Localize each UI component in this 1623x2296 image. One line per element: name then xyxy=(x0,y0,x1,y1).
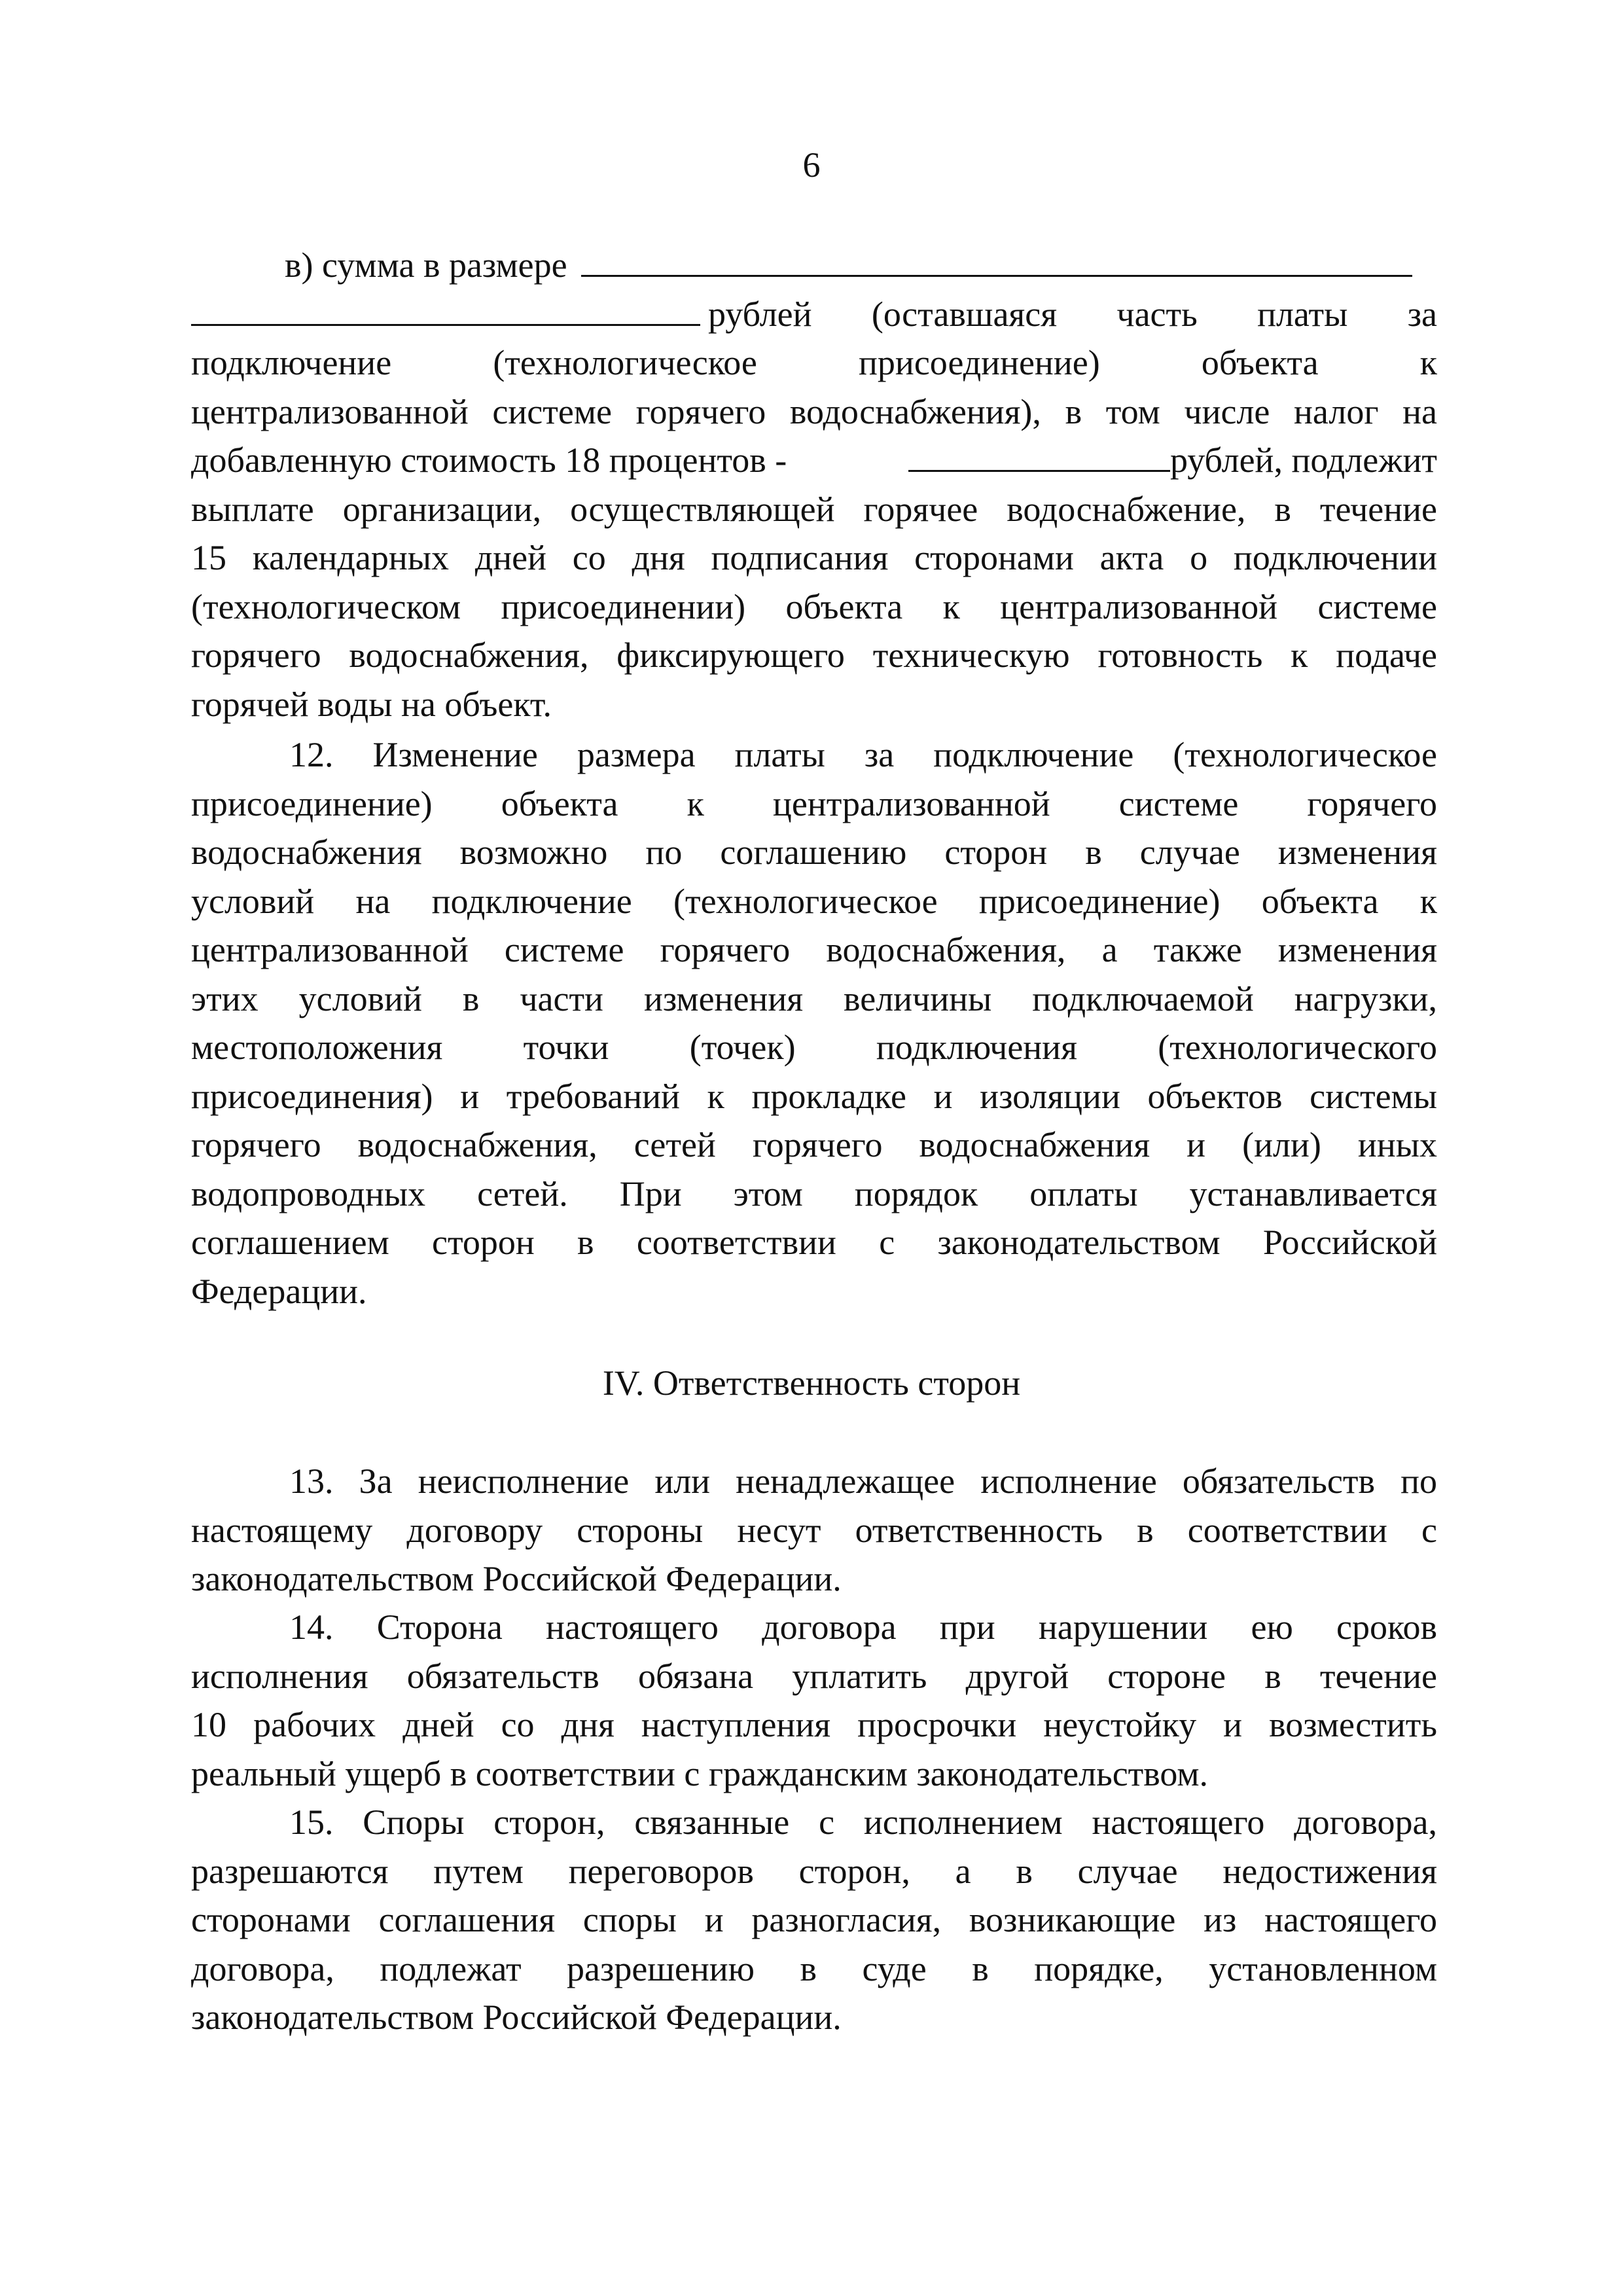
clause-12-line: этих условий в части изменения величины подключаемой нагрузки, xyxy=(191,978,1437,1018)
clause-11v xyxy=(191,241,1437,728)
clause-12-line: присоединение) объекта к централизованной системе горячего xyxy=(191,783,1437,823)
clause-11v-line-3: подключение (технологическое присоединение) объекта к xyxy=(191,343,1437,382)
clause-14-line: 10 рабочих дней со дня наступления просрочки неустойку и возместить xyxy=(191,1705,1437,1744)
clause-14-line: исполнения обязательств обязана уплатить другой стороне в течение xyxy=(191,1656,1437,1696)
clause-12-line: водопроводных сетей. При этом порядок оплаты устанавливается xyxy=(191,1174,1437,1213)
vat-amount-blank xyxy=(908,439,1170,472)
clause-15-line: сторонами соглашения споры и разногласия, возникающие из настоящего xyxy=(191,1900,1437,1939)
clause-11v-line-9: горячего водоснабжения, фиксирующего техническую готовность к подаче xyxy=(191,636,1437,675)
clause-14-line: 14. Сторона настоящего договора при нарушении ею сроков xyxy=(289,1607,1437,1647)
section-heading: IV. Ответственность сторон xyxy=(602,1363,1021,1403)
clause-14 xyxy=(191,1603,1437,1798)
clause-15-line: разрешаются путем переговоров сторон, а в случае недостижения xyxy=(191,1851,1437,1891)
clause-11v-line-10: горячей воды на объект. xyxy=(191,684,552,724)
clause-11v-line-1: в) сумма в размере xyxy=(191,241,1437,290)
clause-15-line: договора, подлежат разрешению в суде в порядке, установленном xyxy=(191,1948,1437,1988)
clause-13-line: настоящему договору стороны несут ответственность в соответствии с xyxy=(191,1510,1437,1550)
clause-12-line: условий на подключение (технологическое присоединение) объекта к xyxy=(191,881,1437,921)
clause-11v-line-5: добавленную стоимость 18 процентов - рублей, подлежит xyxy=(191,436,1437,485)
clause-15-line: законодательством Российской Федерации. xyxy=(191,1998,842,2037)
clause-13-line: 13. За неисполнение или ненадлежащее исполнение обязательств по xyxy=(289,1462,1437,1501)
clause-12-line: соглашением сторон в соответствии с законодательством Российской xyxy=(191,1223,1437,1262)
clause-11v-line-7: 15 календарных дней со дня подписания сторонами акта о подключении xyxy=(191,538,1437,577)
clause-12-line: централизованной системе горячего водоснабжения, а также изменения xyxy=(191,930,1437,969)
clause-13 xyxy=(191,1457,1437,1604)
clause-12-line: водоснабжения возможно по соглашению сторон в случае изменения xyxy=(191,833,1437,872)
clause-12-line: горячего водоснабжения, сетей горячего водоснабжения и (или) иных xyxy=(191,1125,1437,1164)
page-number: 6 xyxy=(802,145,821,185)
clause-12-line: 12. Изменение размера платы за подключение (технологическое xyxy=(289,735,1437,774)
amount-blank xyxy=(581,243,1412,277)
amount-blank-continued xyxy=(191,293,700,326)
clause-11v-line-4: централизованной системе горячего водоснабжения), в том числе налог на xyxy=(191,391,1437,431)
clause-14-line: реальный ущерб в соответствии с гражданским законодательством. xyxy=(191,1753,1209,1793)
clause-12-line: присоединения) и требований к прокладке и изоляции объектов системы xyxy=(191,1076,1437,1116)
clause-11v-line-8: (технологическом присоединении) объекта к централизованной системе xyxy=(191,586,1437,626)
clause-12-line: местоположения точки (точек) подключения (технологического xyxy=(191,1028,1437,1067)
clause-12-line: Федерации. xyxy=(191,1271,367,1311)
clause-11v-line-6: выплате организации, осуществляющей горячее водоснабжение, в течение xyxy=(191,489,1437,529)
clause-11v-line-2: рублей (оставшаяся часть платы за xyxy=(191,290,1437,339)
clause-12 xyxy=(191,730,1437,1316)
clause-15-line: 15. Споры сторон, связанные с исполнением настоящего договора, xyxy=(289,1803,1437,1842)
clause-13-line: законодательством Российской Федерации. xyxy=(191,1559,842,1598)
clause-15 xyxy=(191,1798,1437,2042)
